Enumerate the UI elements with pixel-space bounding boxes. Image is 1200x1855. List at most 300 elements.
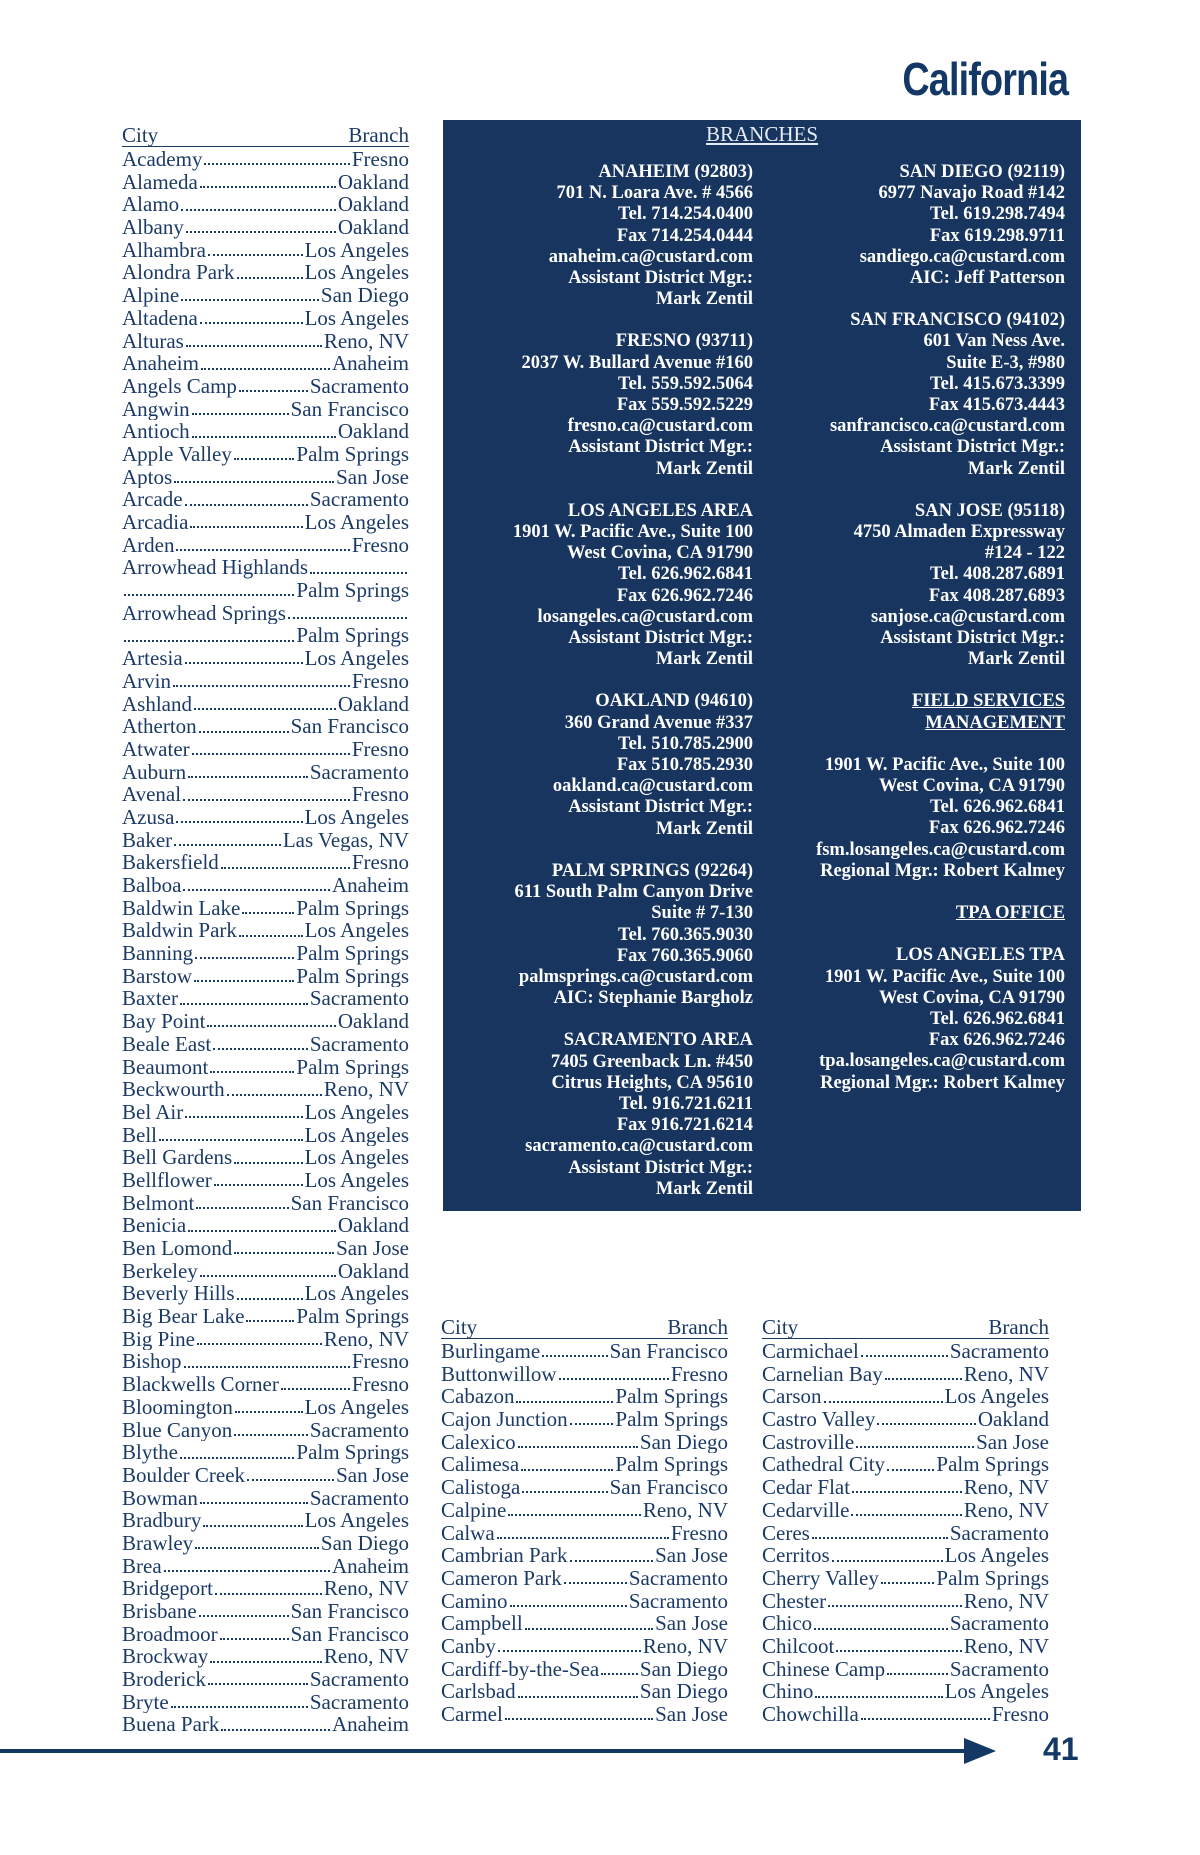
dot-leader — [181, 209, 336, 211]
list-item — [122, 738, 409, 761]
list-item — [122, 330, 409, 353]
dot-leader — [887, 1673, 948, 1675]
dot-leader — [203, 1525, 302, 1527]
branch-name: San Francisco — [290, 1191, 409, 1215]
dot-leader — [185, 504, 308, 506]
city-name: Cathedral City — [762, 1453, 886, 1477]
branch-title: OAKLAND (94610) — [595, 691, 753, 712]
city-name: Antioch — [122, 420, 190, 443]
city-name: Cajon Junction — [441, 1408, 568, 1431]
city-name: Avenal — [122, 783, 182, 806]
branch-name: Reno, NV — [323, 329, 409, 353]
branch-detail: 1901 W. Pacific Ave., Suite 100 — [512, 522, 753, 543]
dot-leader — [559, 1378, 669, 1380]
list-item — [122, 1419, 409, 1442]
dot-leader — [832, 1560, 943, 1562]
city-name: Belmont — [122, 1191, 195, 1215]
dot-leader — [234, 1162, 302, 1164]
branch-block — [773, 691, 1065, 733]
city-name: Chowchilla — [762, 1703, 859, 1726]
dot-leader — [242, 912, 294, 914]
branch-name: San Jose — [336, 1237, 409, 1260]
list-item — [122, 806, 409, 829]
branch-block — [453, 861, 753, 1009]
list-item — [762, 1499, 1049, 1522]
list-item — [122, 942, 409, 965]
branch-name: Palm Springs — [296, 624, 409, 648]
branch-name: San Francisco — [609, 1340, 728, 1363]
city-name: Carmel — [441, 1703, 503, 1726]
branch-name: Sacramento — [628, 1566, 728, 1590]
list-item — [122, 965, 409, 988]
dot-leader — [210, 1071, 294, 1073]
list-item — [441, 1544, 728, 1567]
branch-detail: Fax 408.287.6893 — [928, 585, 1065, 606]
branch-name: Palm Springs — [296, 1055, 409, 1079]
branch-detail: Tel. 408.287.6891 — [930, 564, 1065, 585]
city-name: Angwin — [122, 397, 190, 421]
list-item — [122, 1056, 409, 1079]
list-item — [122, 874, 409, 897]
branch-name: Oakland — [337, 420, 409, 443]
city-name: Blackwells Corner — [122, 1373, 279, 1396]
branch-detail: anaheim.ca@custard.com — [548, 246, 753, 267]
branch-detail: 4750 Almaden Expressway — [853, 522, 1065, 543]
branch-detail: 2037 W. Bullard Avenue #160 — [521, 352, 753, 373]
list-item — [122, 1577, 409, 1600]
list-item — [122, 1396, 409, 1419]
list-item — [122, 398, 409, 421]
branch-block — [773, 903, 1065, 924]
dot-leader — [171, 1706, 308, 1708]
list-item — [762, 1340, 1049, 1363]
dot-leader — [185, 662, 303, 664]
list-item — [762, 1363, 1049, 1386]
list-item — [122, 1441, 409, 1464]
list-item — [762, 1408, 1049, 1431]
city-name: Calexico — [441, 1430, 516, 1454]
branch-block — [773, 755, 1065, 882]
list-item — [122, 193, 409, 216]
city-name: Arden — [122, 533, 175, 557]
branch-detail: sacramento.ca@custard.com — [525, 1136, 753, 1157]
list-item — [122, 1464, 409, 1487]
city-name: Cardiff-by-the-Sea — [441, 1657, 600, 1681]
list-item — [762, 1567, 1049, 1590]
list-item — [122, 1282, 409, 1305]
list-item — [441, 1340, 728, 1363]
branch-name: Reno, NV — [963, 1498, 1049, 1522]
dot-leader — [195, 1547, 319, 1549]
branch-name: San Diego — [320, 284, 409, 307]
dot-leader — [196, 1207, 288, 1209]
branch-name: Anaheim — [332, 874, 409, 897]
branch-title: LOS ANGELES AREA — [567, 500, 753, 521]
branch-detail: Tel. 714.254.0400 — [618, 204, 753, 225]
dot-leader — [174, 481, 334, 483]
branch-title: LOS ANGELES TPA — [896, 945, 1065, 966]
branch-name: Reno, NV — [963, 1362, 1049, 1386]
list-item — [122, 1691, 409, 1714]
list-item — [122, 1713, 409, 1736]
city-name: Calistoga — [441, 1476, 521, 1499]
branch-name: Sacramento — [949, 1521, 1049, 1545]
branch-detail: Mark Zentil — [655, 289, 753, 310]
city-name: Blythe — [122, 1441, 178, 1464]
city-name: Canby — [441, 1634, 496, 1658]
branch-name: Anaheim — [332, 1713, 409, 1737]
branch-detail: Tel. 626.962.6841 — [618, 564, 753, 585]
list-item — [122, 1600, 409, 1623]
dot-leader — [542, 1355, 607, 1357]
branch-name: Reno, NV — [963, 1589, 1049, 1613]
branch-name: Oakland — [337, 1214, 409, 1237]
city-name: Bryte — [122, 1690, 169, 1714]
branch-name: San Diego — [639, 1680, 728, 1703]
city-name: Arcadia — [122, 511, 189, 534]
list-item — [122, 1373, 409, 1396]
city-name: Bishop — [122, 1350, 182, 1374]
list-item — [762, 1431, 1049, 1454]
branch-detail: 7405 Greenback Ln. #450 — [550, 1051, 753, 1072]
list-item — [122, 693, 409, 716]
branches-panel — [443, 120, 1081, 1211]
dot-leader — [194, 980, 294, 982]
branch-name: Palm Springs — [296, 942, 409, 965]
page-number: 41 — [1043, 1731, 1079, 1767]
city-name: Castroville — [762, 1430, 855, 1454]
dot-leader — [214, 1184, 303, 1186]
branch-detail: Fax 714.254.0444 — [616, 225, 753, 246]
branch-detail: Fax 415.673.4443 — [928, 395, 1065, 416]
list-item — [441, 1658, 728, 1681]
dot-leader — [235, 1411, 303, 1413]
dot-leader — [173, 685, 350, 687]
list-item — [122, 1645, 409, 1668]
branch-name: Oakland — [337, 193, 409, 217]
list-item — [762, 1612, 1049, 1635]
list-item — [122, 216, 409, 239]
list-item — [122, 1237, 409, 1260]
dot-leader — [200, 1502, 308, 1504]
city-name: Brawley — [122, 1531, 194, 1555]
list-item — [122, 556, 409, 579]
city-name: Alhambra — [122, 238, 206, 262]
branch-detail: sandiego.ca@custard.com — [859, 246, 1065, 267]
city-name: Arrowhead Highlands — [122, 556, 309, 580]
list-item — [122, 919, 409, 942]
city-name: Cedar Flat — [762, 1476, 851, 1499]
branch-title: SAN JOSE (95118) — [914, 500, 1065, 521]
list-item — [762, 1635, 1049, 1658]
page-title: California — [902, 53, 1068, 105]
list-item — [122, 1555, 409, 1578]
branch-detail: MANAGEMENT — [925, 712, 1065, 733]
dot-leader — [234, 458, 295, 460]
branch-name: Reno, NV — [323, 1645, 409, 1669]
branch-name: Palm Springs — [936, 1453, 1049, 1477]
branch-name: Fresno — [351, 1373, 409, 1396]
dot-leader — [861, 1355, 948, 1357]
arrow-right-icon — [964, 1738, 996, 1764]
branch-name: Sacramento — [628, 1589, 728, 1613]
city-name: Academy — [122, 148, 203, 171]
list-item — [122, 783, 409, 806]
list-item — [762, 1522, 1049, 1545]
city-name: Auburn — [122, 760, 187, 784]
column-header — [762, 1316, 1049, 1339]
list-item — [122, 1124, 409, 1147]
branch-detail: sanfrancisco.ca@custard.com — [829, 416, 1065, 437]
city-header: City — [122, 123, 159, 147]
dot-leader — [498, 1650, 641, 1652]
branch-detail: 360 Grand Avenue #337 — [564, 712, 753, 733]
branch-detail: Assistant District Mgr.: — [880, 628, 1065, 649]
city-name: Baker — [122, 828, 173, 852]
city-name: Cherry Valley — [762, 1566, 879, 1590]
branch-detail: Mark Zentil — [655, 649, 753, 670]
city-name: Cabazon — [441, 1385, 515, 1409]
dot-leader — [181, 299, 319, 301]
branch-name: San Francisco — [609, 1476, 728, 1499]
branch-name: Los Angeles — [304, 1168, 409, 1192]
city-name: Buena Park — [122, 1713, 220, 1737]
list-item — [762, 1703, 1049, 1726]
dot-leader — [190, 526, 302, 528]
city-name: Big Bear Lake — [122, 1305, 245, 1328]
list-item — [441, 1499, 728, 1522]
list-item — [762, 1658, 1049, 1681]
branch-block — [773, 310, 1065, 480]
city-name: Chinese Camp — [762, 1657, 886, 1681]
branch-name: Palm Springs — [296, 964, 409, 988]
list-item — [122, 261, 409, 284]
branches-left-column — [453, 162, 753, 1221]
branch-name: Palm Springs — [615, 1408, 728, 1431]
list-item — [122, 715, 409, 738]
branch-name: Palm Springs — [296, 442, 409, 466]
branch-detail: 1901 W. Pacific Ave., Suite 100 — [824, 966, 1065, 987]
dot-leader — [200, 1275, 336, 1277]
branch-name: Palm Springs — [296, 896, 409, 920]
branch-detail: Tel. 559.592.5064 — [618, 373, 753, 394]
city-name: Alpine — [122, 284, 180, 307]
branch-detail: Mark Zentil — [967, 649, 1065, 670]
branch-detail: Citrus Heights, CA 95610 — [551, 1072, 753, 1093]
city-name: Chilcoot — [762, 1634, 835, 1658]
city-index-column-2 — [441, 1316, 728, 1726]
dot-leader — [814, 1628, 948, 1630]
branch-detail: 6977 Navajo Road #142 — [878, 183, 1065, 204]
city-name: Big Pine — [122, 1327, 195, 1351]
dot-leader — [201, 368, 330, 370]
branch-title: SAN FRANCISCO (94102) — [850, 310, 1065, 331]
dot-leader — [510, 1605, 627, 1607]
branch-name: Los Angeles — [304, 511, 409, 534]
list-item — [441, 1453, 728, 1476]
city-name: Barstow — [122, 964, 192, 988]
list-item — [122, 1509, 409, 1532]
branch-block — [453, 501, 753, 671]
list-item — [762, 1680, 1049, 1703]
city-name: Castro Valley — [762, 1408, 876, 1431]
list-item — [441, 1431, 728, 1454]
branch-name: Los Angeles — [944, 1544, 1049, 1567]
branch-title: PALM SPRINGS (92264) — [551, 860, 753, 881]
branch-name: San Diego — [639, 1430, 728, 1454]
branch-block — [453, 1030, 753, 1200]
list-item — [122, 1487, 409, 1510]
dot-leader — [856, 1446, 974, 1448]
column-header — [122, 124, 409, 147]
dot-leader — [852, 1491, 962, 1493]
city-name: Baldwin Park — [122, 919, 237, 943]
branch-name: San Jose — [336, 1463, 409, 1487]
branch-name: Oakland — [337, 170, 409, 194]
list-item — [122, 829, 409, 852]
list-item — [122, 897, 409, 920]
dot-leader — [180, 1457, 294, 1459]
dot-leader — [522, 1491, 607, 1493]
branch-name: Los Angeles — [944, 1680, 1049, 1703]
branch-name: Los Angeles — [304, 919, 409, 943]
city-name: Bell Gardens — [122, 1146, 233, 1169]
city-name: Alameda — [122, 170, 198, 194]
branch-name: Fresno — [351, 783, 409, 806]
city-name: Angels Camp — [122, 374, 237, 398]
branch-name: Los Angeles — [944, 1385, 1049, 1409]
dot-leader — [570, 1423, 614, 1425]
list-item — [122, 1260, 409, 1283]
branch-name: Palm Springs — [615, 1453, 728, 1477]
city-name: Bowman — [122, 1486, 198, 1510]
dot-leader — [200, 186, 336, 188]
branch-detail: 701 N. Loara Ave. # 4566 — [556, 183, 753, 204]
list-item — [122, 1169, 409, 1192]
dot-leader — [887, 1469, 934, 1471]
city-name: Atwater — [122, 737, 190, 761]
branch-name: Fresno — [351, 533, 409, 557]
list-item — [441, 1363, 728, 1386]
city-name: Bel Air — [122, 1100, 184, 1124]
branch-name: San Diego — [639, 1657, 728, 1681]
branch-name: San Jose — [976, 1430, 1049, 1454]
dot-leader — [239, 390, 308, 392]
branch-name: San Jose — [336, 465, 409, 489]
list-item — [122, 443, 409, 466]
branch-name: Los Angeles — [304, 1100, 409, 1124]
branch-name: Oakland — [337, 216, 409, 239]
branch-name: Sacramento — [949, 1612, 1049, 1635]
branch-detail: Tel. 760.365.9030 — [618, 924, 753, 945]
city-name: Blue Canyon — [122, 1418, 233, 1442]
city-name: Campbell — [441, 1612, 523, 1635]
branches-heading: BRANCHES — [705, 122, 819, 146]
branch-name: Sacramento — [949, 1340, 1049, 1363]
dot-leader — [239, 935, 303, 937]
branch-detail: Regional Mgr.: Robert Kalmey — [820, 1072, 1065, 1093]
branch-name: Palm Springs — [296, 579, 409, 602]
list-item — [441, 1567, 728, 1590]
branch-name: Oakland — [337, 692, 409, 716]
dot-leader — [601, 1673, 638, 1675]
branch-detail: sanjose.ca@custard.com — [871, 606, 1065, 627]
city-name: Burlingame — [441, 1340, 541, 1363]
city-name: Banning — [122, 942, 194, 965]
branch-name: Los Angeles — [304, 306, 409, 330]
city-name: Cedarville — [762, 1498, 850, 1522]
city-name: Chino — [762, 1680, 814, 1703]
dot-leader — [234, 1434, 308, 1436]
list-item — [122, 1350, 409, 1373]
branch-detail: Assistant District Mgr.: — [568, 1157, 753, 1178]
dot-leader — [815, 1696, 942, 1698]
list-item — [122, 1192, 409, 1215]
branch-name: Oakland — [337, 1259, 409, 1283]
list-item — [122, 534, 409, 557]
branch-title: 1901 W. Pacific Ave., Suite 100 — [824, 754, 1065, 775]
branch-detail: Fax 619.298.9711 — [929, 225, 1065, 246]
city-name: Berkeley — [122, 1259, 198, 1283]
list-item — [122, 1101, 409, 1124]
branch-block — [773, 945, 1065, 1093]
dot-leader — [824, 1401, 943, 1403]
branch-name: Sacramento — [309, 488, 409, 511]
branch-detail: Tel. 510.785.2900 — [618, 733, 753, 754]
branch-name: San Francisco — [290, 1622, 409, 1646]
branch-name: Sacramento — [309, 1690, 409, 1714]
list-item — [122, 171, 409, 194]
list-item — [441, 1476, 728, 1499]
branch-name: Anaheim — [332, 1554, 409, 1578]
city-name: Carlsbad — [441, 1680, 516, 1703]
list-item — [122, 624, 409, 647]
city-index-column-3 — [762, 1316, 1049, 1726]
city-index-column-1 — [122, 124, 409, 1736]
city-name: Chico — [762, 1612, 813, 1635]
dot-leader — [508, 1514, 641, 1516]
branch-name: Sacramento — [309, 987, 409, 1011]
city-name: Bell — [122, 1123, 157, 1147]
list-item — [122, 466, 409, 489]
city-name: Calwa — [441, 1521, 495, 1545]
dot-leader — [221, 1729, 330, 1731]
branch-name: Sacramento — [309, 1418, 409, 1442]
branch-block — [773, 162, 1065, 289]
list-item — [441, 1385, 728, 1408]
list-item — [441, 1680, 728, 1703]
city-name: Carson — [762, 1385, 822, 1409]
dot-leader — [183, 889, 330, 891]
branch-detail: Mark Zentil — [967, 458, 1065, 479]
branch-name: Los Angeles — [304, 1123, 409, 1147]
list-item — [762, 1453, 1049, 1476]
list-item — [122, 307, 409, 330]
city-name: Buttonwillow — [441, 1362, 557, 1386]
dot-leader — [192, 436, 336, 438]
branch-name: Fresno — [351, 737, 409, 761]
city-name: Ceres — [762, 1521, 810, 1545]
city-name: Ben Lomond — [122, 1237, 233, 1260]
dot-leader — [194, 708, 336, 710]
branch-name: Sacramento — [309, 760, 409, 784]
list-item — [122, 1214, 409, 1237]
branch-detail: Fax 626.962.7246 — [928, 818, 1065, 839]
branch-block — [453, 331, 753, 479]
city-name: Beale East — [122, 1032, 212, 1056]
list-item — [122, 1146, 409, 1169]
dot-leader — [186, 231, 336, 233]
